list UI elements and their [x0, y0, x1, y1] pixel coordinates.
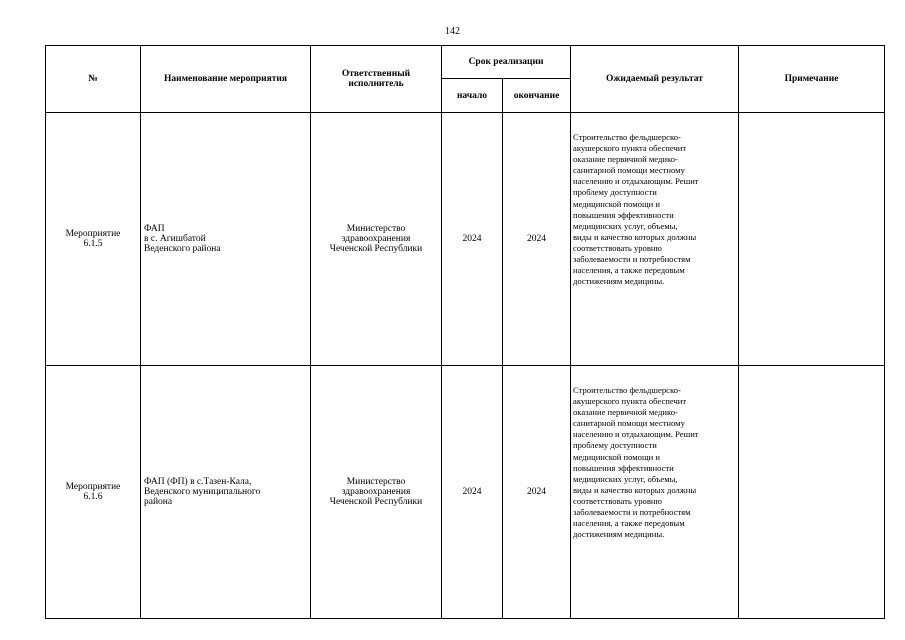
table-row: [46, 366, 885, 619]
row-name: ФАП (ФП) в с.Тазен-Кала, Веденского муниципального района: [141, 366, 311, 619]
header-note: Примечание: [739, 46, 885, 113]
row-note: [739, 113, 885, 366]
row-start: 2024: [442, 113, 503, 366]
row-responsible: Министерство здравоохранения Чеченской Республики: [311, 366, 442, 619]
header-period: Срок реализации: [442, 46, 571, 79]
header-name: Наименование мероприятия: [141, 46, 311, 113]
header-end: окончание: [503, 79, 571, 113]
page-number: 142: [445, 26, 460, 37]
header-responsible: Ответственный исполнитель: [311, 46, 442, 113]
header-row: [46, 46, 885, 79]
header-start: начало: [442, 79, 503, 113]
row-start: 2024: [442, 366, 503, 619]
measures-table: [45, 45, 885, 619]
row-result: Строительство фельдшерско- акушерского пункта обеспечит оказание первичной медико- санитарной помощи местному населению и отдыхающим. Решит проблему доступности медицинской помощи и повышения эффективности медицинских услуг, объемы, виды и качество которых должны соответствовать уровню заболеваемости и потребностям населения, а также передовым достижениям медицины.: [571, 113, 739, 366]
table-row: [46, 113, 885, 366]
row-end: 2024: [503, 113, 571, 366]
row-num: Мероприятие 6.1.5: [46, 113, 141, 366]
row-responsible: Министерство здравоохранения Чеченской Республики: [311, 113, 442, 366]
header-result: Ожидаемый результат: [571, 46, 739, 113]
row-num: Мероприятие 6.1.6: [46, 366, 141, 619]
row-end: 2024: [503, 366, 571, 619]
row-note: [739, 366, 885, 619]
row-result: Строительство фельдшерско- акушерского пункта обеспечит оказание первичной медико- санитарной помощи местному населению и отдыхающим. Решит проблему доступности медицинской помощи и повышения эффективности медицинских услуг, объемы, виды и качество которых должны соответствовать уровню заболеваемости и потребностям населения, а также передовым достижениям медицины.: [571, 366, 739, 619]
header-num: №: [46, 46, 141, 113]
row-name: ФАП в с. Агишбатой Веденского района: [141, 113, 311, 366]
